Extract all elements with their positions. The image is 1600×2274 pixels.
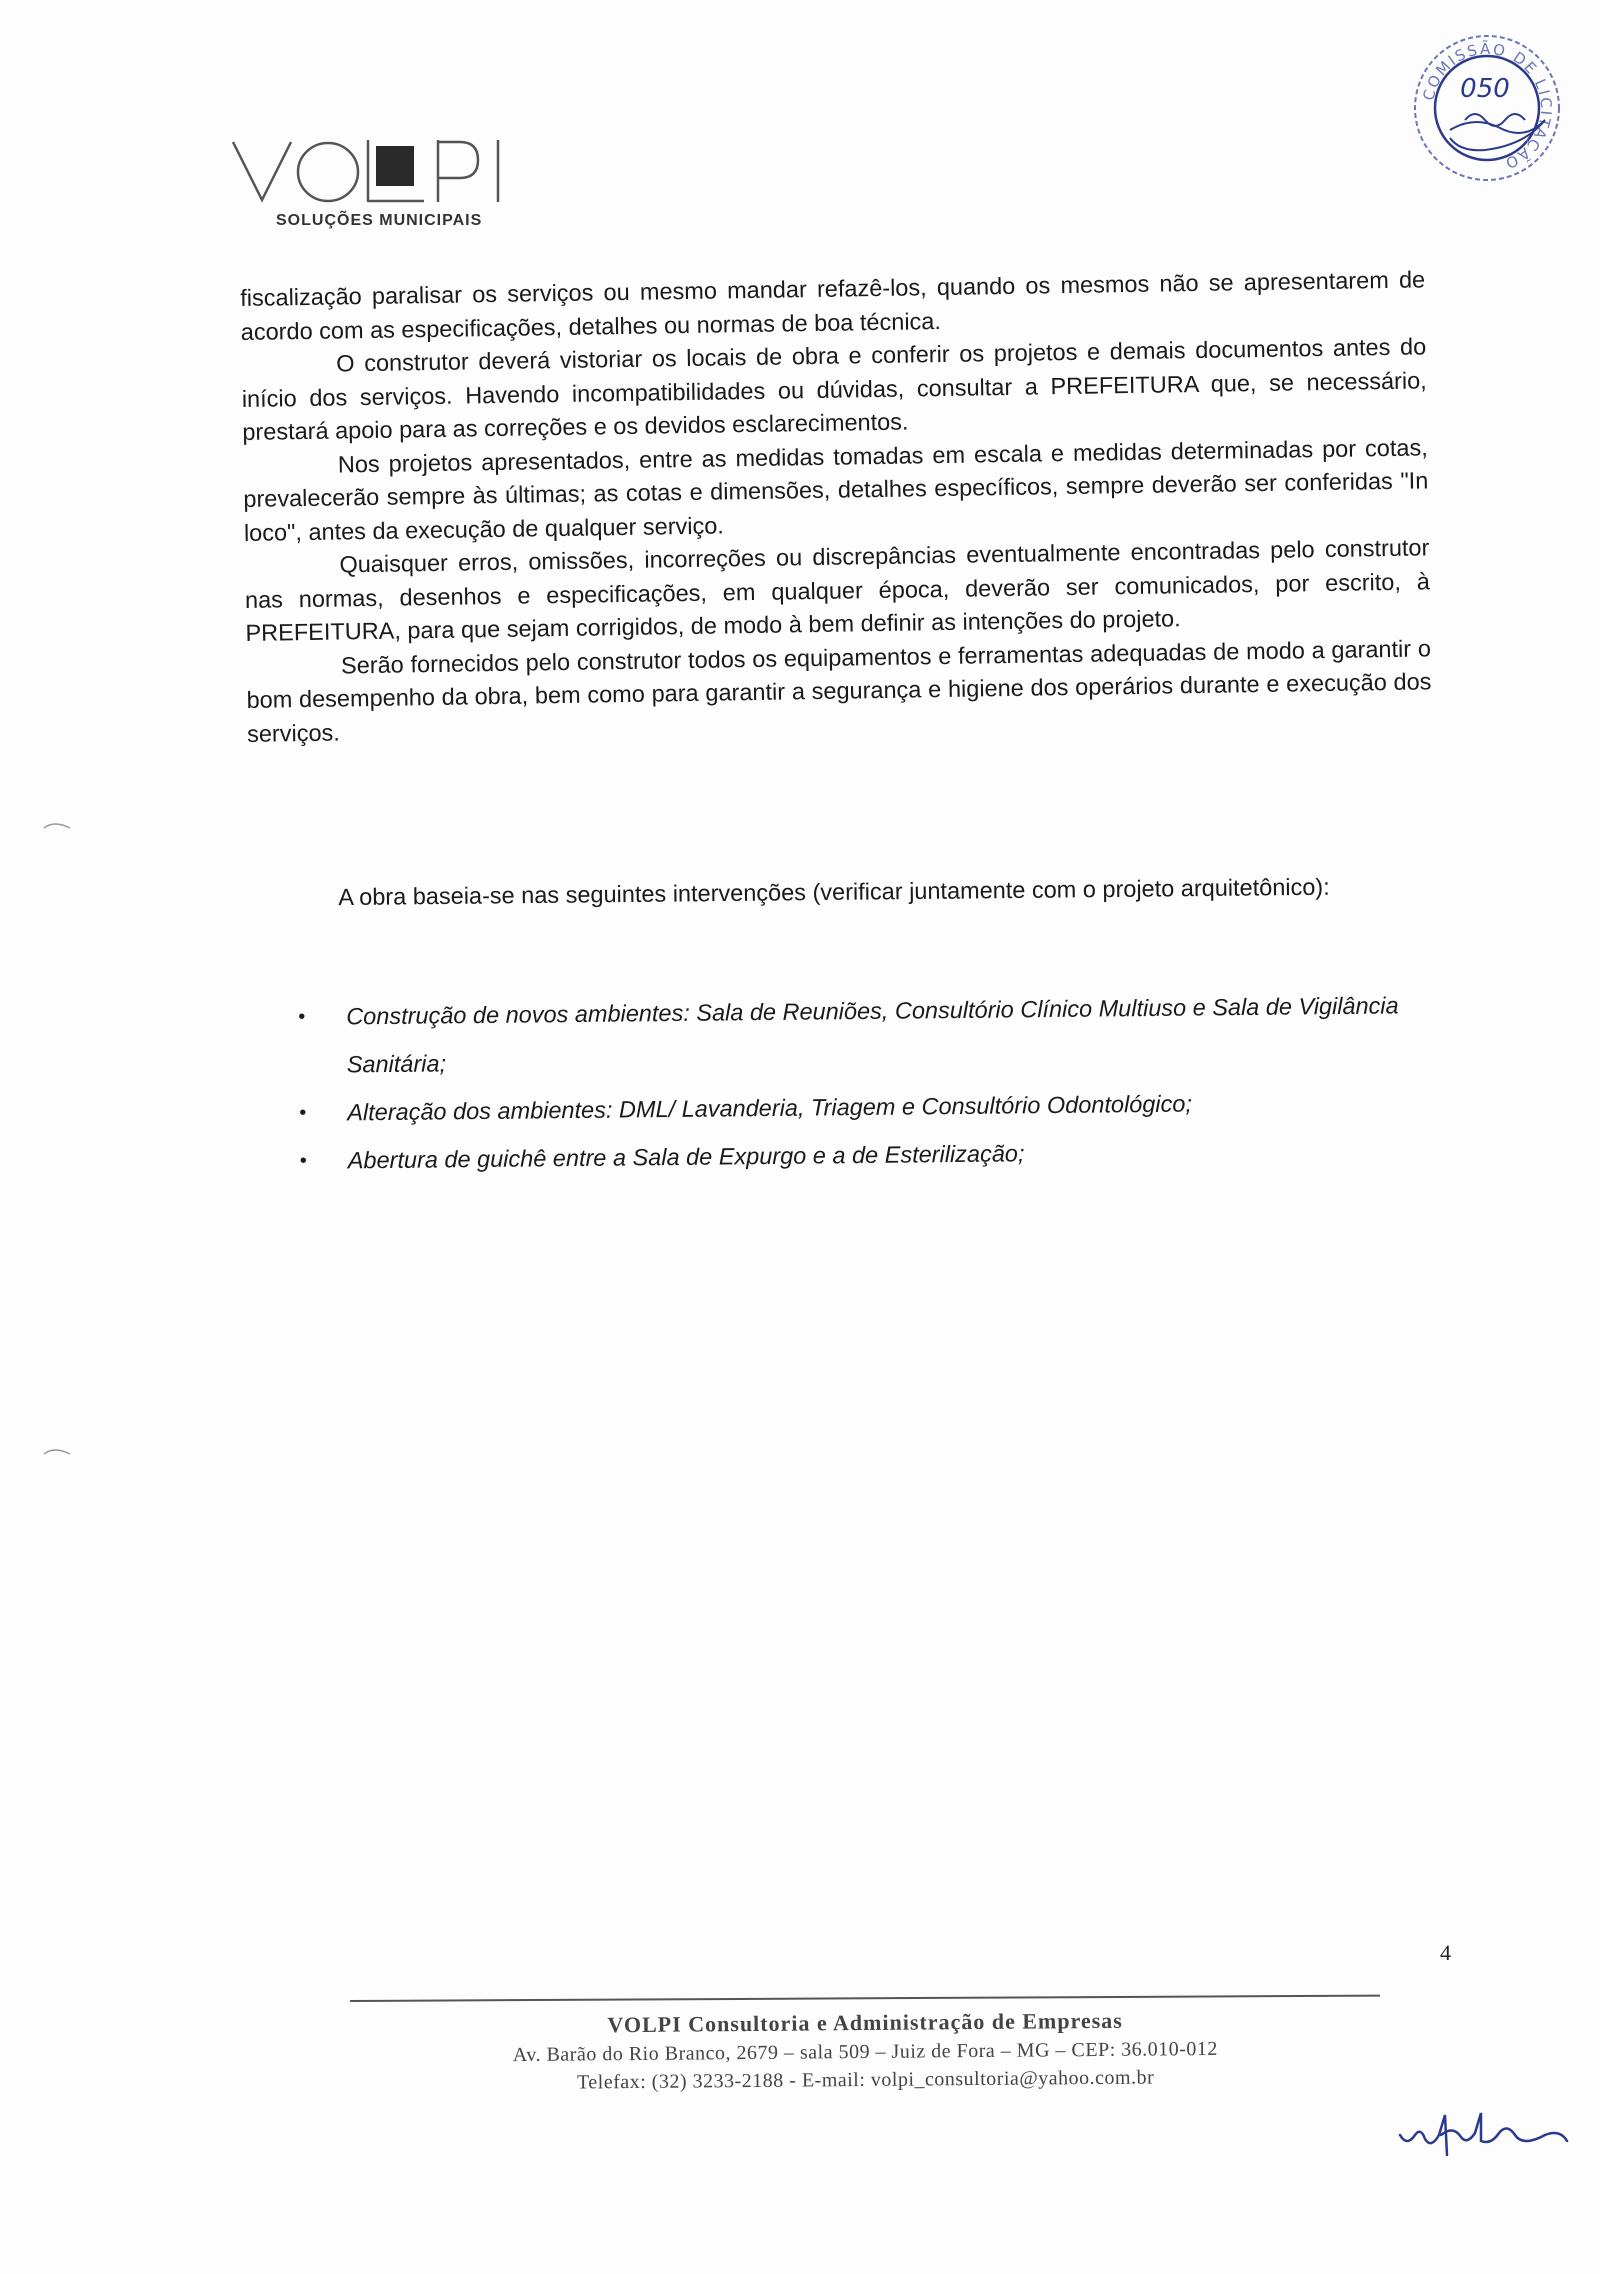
page-number: 4 — [1440, 1940, 1451, 1965]
margin-mark-icon — [42, 818, 72, 832]
list-item — [290, 981, 1441, 1089]
svg-text:COMISSÃO DE LICITAÇÃO: COMISSÃO DE LICITAÇÃO — [1419, 39, 1556, 173]
intervention-list — [290, 981, 1442, 1185]
footer-contact: Telefax: (32) 3233-2188 - E-mail: volpi_consultoria@yahoo.com.br — [576, 2066, 1155, 2094]
bullet-icon: • — [298, 1005, 306, 1028]
company-logo — [228, 130, 528, 240]
volpi-logo-icon — [228, 130, 528, 220]
intervention-intro: A obra baseia-se nas seguintes intervenções (verificar juntamente com o projeto arquitetônico): — [338, 873, 1330, 911]
bullet-icon: • — [299, 1149, 307, 1172]
paragraph-5: Serão fornecidos pelo construtor todos os equipamentos e ferramentas adequadas de modo a garantir o bom desempenho da obra, bem como para garantir a segurança e higiene dos operários durante e execução dos serviços. — [246, 634, 1432, 747]
footer-address: Av. Barão do Rio Branco, 2679 – sala 509 – Juiz de Fora – MG – CEP: 36.010-012 — [512, 2037, 1218, 2067]
specification-text — [240, 263, 1432, 751]
logo-subtitle: SOLUÇÕES MUNICIPAIS — [276, 212, 483, 229]
paragraph-2: O construtor deverá vistoriar os locais de obra e conferir os projetos e demais documentos antes do início dos serviços. Havendo incompatibilidades ou dúvidas, consultar a PREFEITURA que, se necessário, prestará apoio para as correções e os devidos esclarecimentos. — [241, 333, 1427, 445]
paragraph-4: Quaisquer erros, omissões, incorreções ou discrepâncias eventualmente encontradas pelo construtor nas normas, desenhos e especificações, em qualquer época, deverão ser comunicados, por escrito, à PREFEITURA, para que sejam corrigidos, de modo à bem definir as intenções do projeto. — [244, 534, 1431, 646]
licitacao-stamp — [1405, 20, 1570, 190]
stamp-number: 050 — [1460, 74, 1510, 104]
footer-divider — [350, 1995, 1380, 2002]
stamp-seal-icon — [1405, 20, 1570, 190]
margin-mark-icon — [42, 1444, 72, 1458]
signature-icon — [1395, 2095, 1575, 2165]
list-item-text: Alteração dos ambientes: DML/ Lavanderia, Triagem e Consultório Odontológico; — [347, 1090, 1193, 1126]
footer — [380, 2004, 1351, 2098]
list-item-text: Construção de novos ambientes: Sala de Reuniões, Consultório Clínico Multiuso e Sala de Vigilância Sanitária; — [346, 992, 1399, 1078]
paragraph-3: Nos projetos apresentados, entre as medidas tomadas em escala e medidas determinadas por cotas, prevalecerão sempre às últimas; as cotas e dimensões, detalhes específicos, sempre deverão ser conferidas "In loco", antes da execução de qualquer serviço. — [243, 433, 1429, 546]
list-item-text: Abertura de guichê entre a Sala de Expurgo e a de Esterilização; — [347, 1140, 1025, 1174]
paragraph-1: fiscalização paralisar os serviços ou mesmo mandar refazê-los, quando os mesmos não se apresentarem de acordo com as especificações, detalhes ou normas de boa técnica. — [240, 266, 1426, 345]
bullet-icon: • — [299, 1101, 307, 1124]
footer-company: VOLPI Consultoria e Administração de Empresas — [607, 2007, 1123, 2038]
